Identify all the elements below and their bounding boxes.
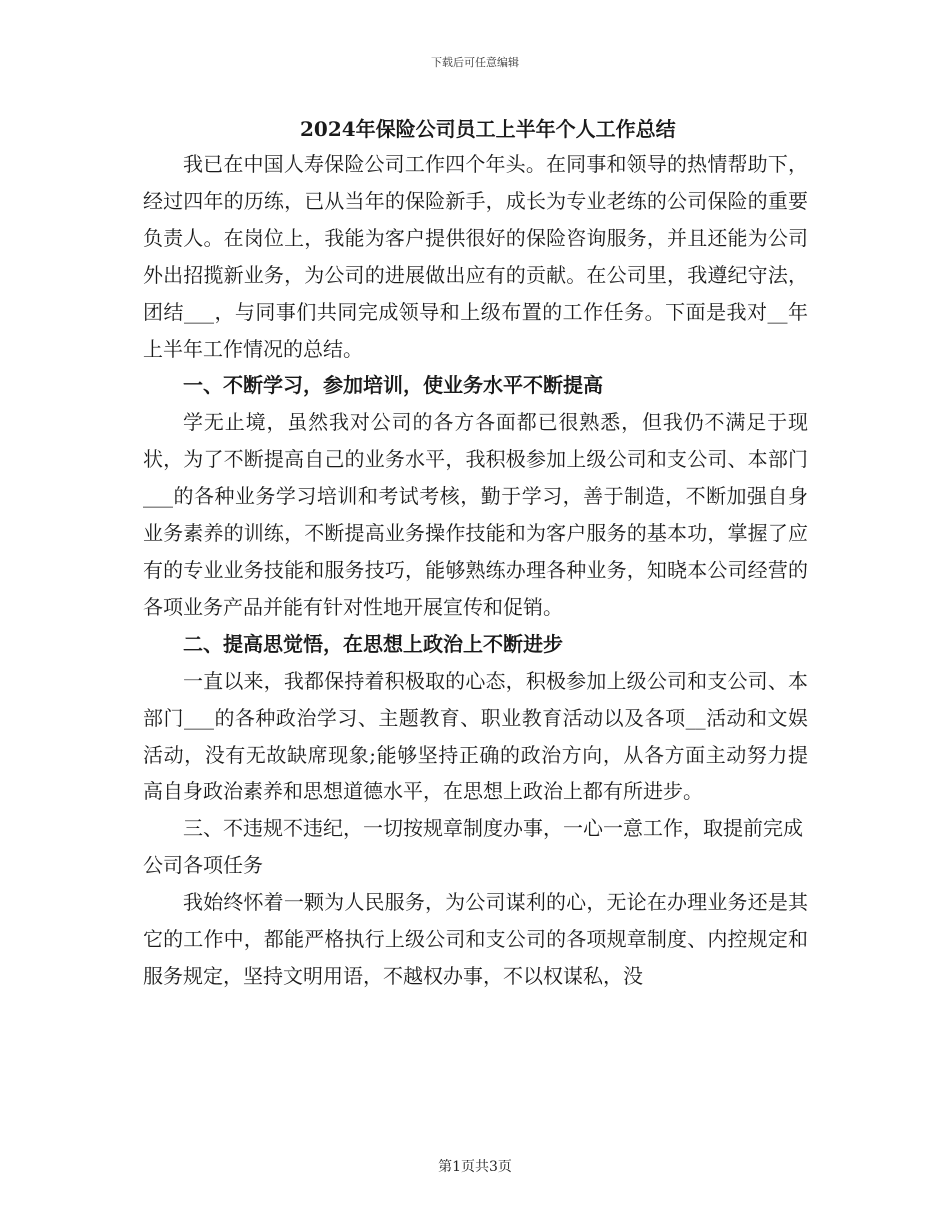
section-1-paragraph: 学无止境，虽然我对公司的各方各面都已很熟悉，但我仍不满足于现状，为了不断提高自己的业务水平，我积极参加上级公司和支公司、本部门___的各种业务学习培训和考试考核，勤于学习，善于制造，不断加强自身业务素养的训练，不断提高业务操作技能和为客户服务的基本功，掌握了应有的专业业务技能和服务技巧，能够熟练办理各种业务，知晓本公司经营的各项业务产品并能有针对性地开展宣传和促销。	[143, 410, 808, 619]
page-number-footer: 第1页共3页	[438, 1159, 512, 1175]
section-2-paragraph: 一直以来，我都保持着积极取的心态，积极参加上级公司和支公司、本部门___的各种政治学习、主题教育、职业教育活动以及各项__活动和文娱活动，没有无故缺席现象;能够坚持正确的政治方向，从各方面主动努力提高自身政治素养和思想道德水平，在思想上政治上都有所进步。	[143, 668, 808, 804]
section-1-heading: 一、不断学习，参加培训，使业务水平不断提高	[183, 373, 603, 398]
page-header-note: 下载后可任意编辑	[431, 56, 519, 69]
section-3-heading: 三、不违规不违纪，一切按规章制度办事，一心一意工作，取提前完成公司各项任务	[143, 816, 803, 878]
document-title: 2024年保险公司员工上半年个人工作总结	[300, 117, 676, 141]
section-2-heading: 二、提高思觉悟，在思想上政治上不断进步	[183, 631, 563, 656]
section-3-paragraph: 我始终怀着一颗为人民服务，为公司谋利的心，无论在办理业务还是其它的工作中，都能严格执行上级公司和支公司的各项规章制度、内控规定和服务规定，坚持文明用语，不越权办事，不以权谋私，没	[143, 890, 808, 988]
document-body	[143, 112, 808, 995]
intro-paragraph: 我已在中国人寿保险公司工作四个年头。在同事和领导的热情帮助下，经过四年的历练，已从当年的保险新手，成长为专业老练的公司保险的重要负责人。在岗位上，我能为客户提供很好的保险咨询服务，并且还能为公司外出招揽新业务，为公司的进展做出应有的贡献。在公司里，我遵纪守法，团结___，与同事们共同完成领导和上级布置的工作任务。下面是我对__年上半年工作情况的总结。	[143, 152, 808, 361]
